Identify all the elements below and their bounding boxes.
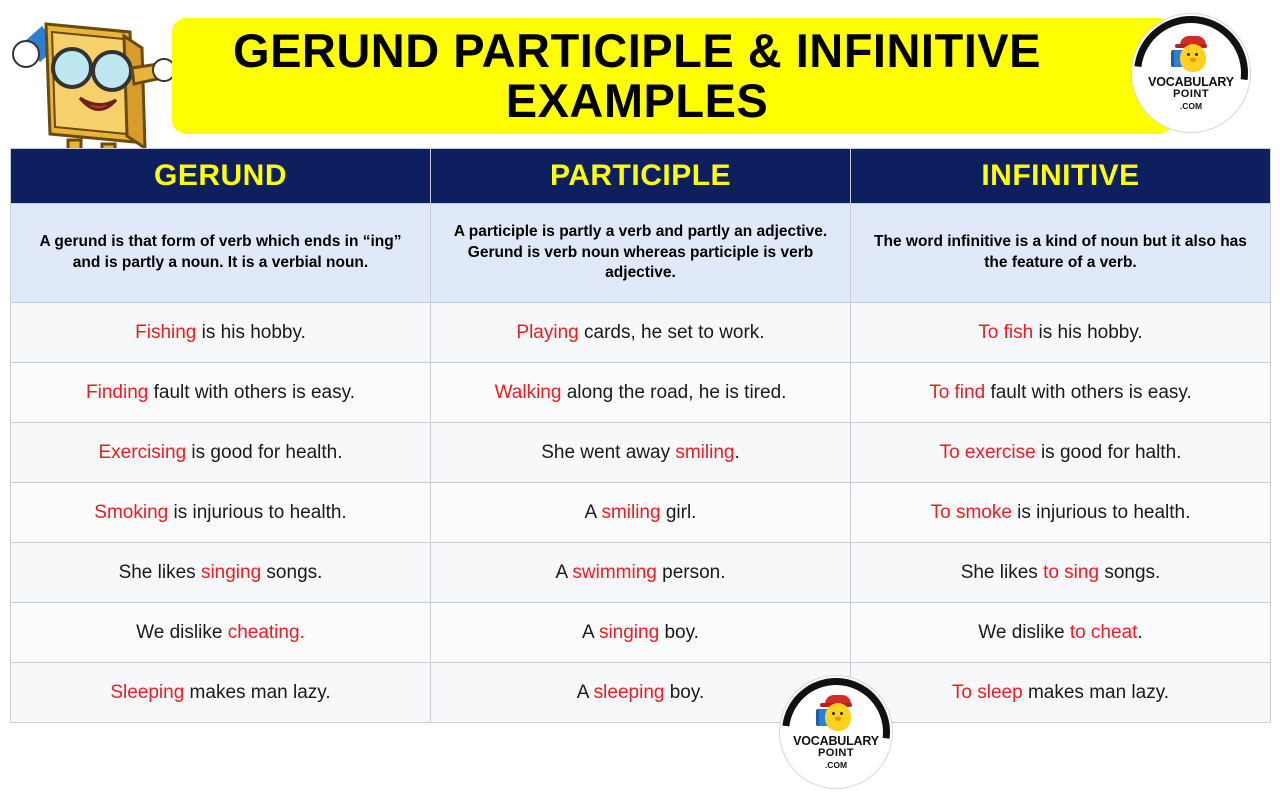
definitions-row: [11, 204, 1271, 303]
highlighted-word: Finding: [86, 381, 149, 403]
text-plain: girl.: [660, 501, 697, 523]
definition-gerund: A gerund is that form of verb which ends in “ing” and is partly a noun. It is a verbial noun.: [11, 204, 431, 303]
example-cell-participle: [431, 483, 851, 543]
highlighted-word: Playing: [516, 321, 579, 343]
text-plain: is good for halth.: [1035, 441, 1182, 463]
logo-domain: .COM: [1179, 100, 1203, 111]
text-plain: A: [584, 501, 602, 523]
text-plain: She went away: [541, 441, 676, 463]
table-row: [11, 483, 1271, 543]
chick-mascot-icon: [1171, 35, 1211, 75]
highlighted-word: cheating.: [227, 621, 305, 643]
text-plain: .: [734, 441, 740, 463]
examples-body: [11, 303, 1271, 723]
logo-inner: [791, 687, 881, 777]
example-cell-infinitive: [851, 303, 1271, 363]
text-plain: We dislike: [136, 621, 228, 643]
text-plain: is good for health.: [186, 441, 343, 463]
highlighted-word: singing: [200, 561, 262, 583]
text-plain: is injurious to health.: [1011, 501, 1191, 523]
example-cell-infinitive: [851, 483, 1271, 543]
highlighted-word: smiling: [601, 501, 661, 523]
chick-mascot-icon: [816, 694, 856, 734]
text-plain: fault with others is easy.: [985, 381, 1192, 403]
highlighted-word: Walking: [494, 381, 562, 403]
example-cell-participle: [431, 363, 851, 423]
text-plain: .: [1137, 621, 1143, 643]
column-header-gerund: GERUND: [11, 149, 431, 204]
highlighted-word: To sleep: [951, 681, 1023, 703]
text-plain: We dislike: [978, 621, 1070, 643]
page-title: GERUND PARTICIPLE & INFINITIVE EXAMPLES: [233, 23, 1041, 127]
example-cell-participle: [431, 423, 851, 483]
highlighted-word: sleeping: [593, 681, 665, 703]
text-plain: A: [576, 681, 594, 703]
highlighted-word: Exercising: [98, 441, 187, 463]
text-plain: fault with others is easy.: [148, 381, 355, 403]
text-plain: She likes: [118, 561, 201, 583]
highlighted-word: Sleeping: [110, 681, 185, 703]
highlighted-word: Fishing: [135, 321, 197, 343]
text-plain: boy.: [664, 681, 705, 703]
text-plain: A: [582, 621, 599, 643]
example-cell-gerund: [11, 423, 431, 483]
highlighted-word: To find: [929, 381, 986, 403]
column-header-infinitive: INFINITIVE: [851, 149, 1271, 204]
table-row: [11, 303, 1271, 363]
table-row: [11, 204, 1271, 303]
highlighted-word: to cheat: [1069, 621, 1138, 643]
example-cell-infinitive: [851, 603, 1271, 663]
example-cell-gerund: [11, 543, 431, 603]
highlighted-word: To fish: [978, 321, 1034, 343]
logo-name: VOCABULARY: [793, 733, 879, 748]
text-plain: She likes: [960, 561, 1044, 583]
example-cell-infinitive: [851, 543, 1271, 603]
text-plain: makes man lazy.: [184, 681, 331, 703]
title-banner: [172, 18, 1172, 134]
highlighted-word: swimming: [572, 561, 657, 583]
example-cell-infinitive: [851, 663, 1271, 723]
highlighted-word: smiling: [675, 441, 735, 463]
column-header-participle: PARTICIPLE: [431, 149, 851, 204]
page-header: [0, 0, 1280, 148]
logo-subname: POINT: [1172, 88, 1210, 101]
highlighted-word: To smoke: [930, 501, 1012, 523]
example-cell-infinitive: [851, 423, 1271, 483]
example-cell-participle: [431, 603, 851, 663]
highlighted-word: to sing: [1043, 561, 1100, 583]
example-cell-infinitive: [851, 363, 1271, 423]
example-cell-gerund: [11, 363, 431, 423]
logo-inner: [1143, 25, 1239, 121]
highlighted-word: To exercise: [939, 441, 1036, 463]
example-cell-participle: [431, 543, 851, 603]
definition-participle: A participle is partly a verb and partly an adjective. Gerund is verb noun whereas participle is verb adjective.: [431, 204, 851, 303]
table-row: [11, 423, 1271, 483]
table-row: [11, 603, 1271, 663]
logo-name: VOCABULARY: [1148, 74, 1234, 89]
text-plain: is his hobby.: [196, 321, 306, 343]
vocabulary-point-logo: [1132, 14, 1250, 132]
text-plain: makes man lazy.: [1022, 681, 1170, 703]
example-cell-gerund: [11, 663, 431, 723]
logo-domain: .COM: [824, 759, 848, 770]
table-row: [11, 363, 1271, 423]
table-header-row: [11, 149, 1271, 204]
table-row: [11, 543, 1271, 603]
text-plain: boy.: [659, 621, 699, 643]
text-plain: is his hobby.: [1033, 321, 1143, 343]
example-cell-participle: [431, 303, 851, 363]
logo-subname: POINT: [817, 747, 855, 760]
table-row: [11, 663, 1271, 723]
text-plain: person.: [656, 561, 726, 583]
highlighted-word: Smoking: [94, 501, 169, 523]
comparison-table: [10, 148, 1271, 723]
text-plain: songs.: [261, 561, 323, 583]
definition-infinitive: The word infinitive is a kind of noun but it also has the feature of a verb.: [851, 204, 1271, 303]
text-plain: cards, he set to work.: [578, 321, 765, 343]
text-plain: is injurious to health.: [168, 501, 347, 523]
example-cell-gerund: [11, 603, 431, 663]
text-plain: along the road, he is tired.: [561, 381, 787, 403]
example-cell-gerund: [11, 303, 431, 363]
highlighted-word: singing: [598, 621, 660, 643]
text-plain: songs.: [1099, 561, 1161, 583]
comparison-table-wrapper: [10, 148, 1270, 770]
text-plain: A: [555, 561, 573, 583]
vocabulary-point-watermark-logo: [780, 676, 892, 788]
example-cell-gerund: [11, 483, 431, 543]
